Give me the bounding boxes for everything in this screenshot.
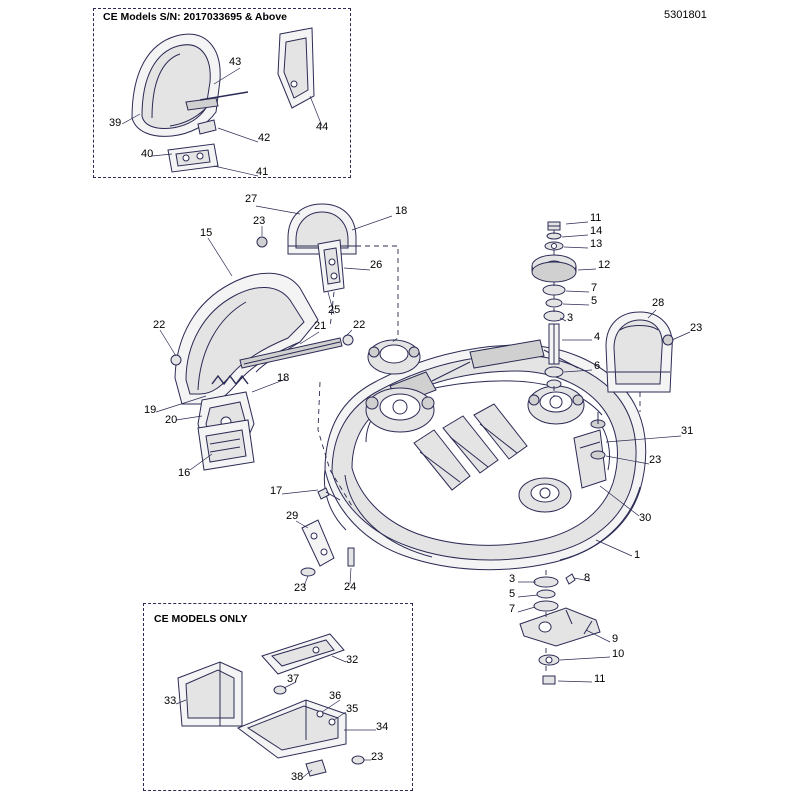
callout-39: 39 — [109, 117, 122, 129]
callout-16: 16 — [178, 467, 191, 479]
callout-22: 22 — [153, 319, 166, 331]
callout-18: 18 — [395, 205, 408, 217]
callout-44: 44 — [316, 121, 329, 133]
callout-38: 38 — [291, 771, 304, 783]
callout-23: 23 — [253, 215, 266, 227]
callout-27: 27 — [245, 193, 258, 205]
callout-23: 23 — [690, 322, 703, 334]
blade-assembly — [520, 574, 600, 684]
callout-6: 6 — [594, 360, 601, 372]
callout-5: 5 — [509, 588, 516, 600]
callout-25: 25 — [328, 304, 341, 316]
callout-9: 9 — [612, 633, 619, 645]
callout-24: 24 — [344, 581, 357, 593]
callout-19: 19 — [144, 404, 157, 416]
callout-3: 3 — [567, 312, 574, 324]
mower-deck-assembly — [324, 340, 645, 570]
callout-34: 34 — [376, 721, 389, 733]
discharge-chute-assembly — [171, 273, 353, 470]
callout-21: 21 — [314, 320, 327, 332]
callout-8: 8 — [584, 572, 591, 584]
callout-31: 31 — [681, 425, 694, 437]
callout-23: 23 — [649, 454, 662, 466]
ce-models-sn-box — [93, 8, 351, 178]
callout-35: 35 — [346, 703, 359, 715]
callout-37: 37 — [287, 673, 300, 685]
callout-36: 36 — [329, 690, 342, 702]
callout-23: 23 — [294, 582, 307, 594]
callout-11: 11 — [594, 673, 606, 685]
callout-43: 43 — [229, 56, 242, 68]
callout-22: 22 — [353, 319, 366, 331]
callout-1: 1 — [634, 549, 641, 561]
callout-42: 42 — [258, 132, 271, 144]
callout-41: 41 — [256, 166, 269, 178]
callout-23: 23 — [371, 751, 384, 763]
callout-7: 7 — [509, 603, 516, 615]
spindle-left — [366, 388, 434, 432]
callout-3: 3 — [509, 573, 516, 585]
callout-28: 28 — [652, 297, 665, 309]
spindle-center — [368, 340, 420, 374]
spindle-lower-right — [519, 478, 571, 512]
callout-11: 11 — [590, 212, 602, 224]
callout-29: 29 — [286, 510, 299, 522]
ce-models-only-box-title: CE MODELS ONLY — [151, 613, 251, 625]
callout-33: 33 — [164, 695, 177, 707]
callout-5: 5 — [591, 295, 598, 307]
callout-30: 30 — [639, 512, 652, 524]
callout-15: 15 — [200, 227, 213, 239]
callout-26: 26 — [370, 259, 383, 271]
callout-10: 10 — [612, 648, 625, 660]
right-belt-cover — [606, 312, 673, 392]
spindle-right — [528, 386, 584, 424]
callout-18: 18 — [277, 372, 290, 384]
callout-20: 20 — [165, 414, 178, 426]
callout-40: 40 — [141, 148, 154, 160]
callout-32: 32 — [346, 654, 359, 666]
callout-13: 13 — [590, 238, 603, 250]
ce-models-sn-box-title: CE Models S/N: 2017033695 & Above — [100, 11, 290, 23]
callout-14: 14 — [590, 225, 603, 237]
document-number: 5301801 — [664, 9, 707, 21]
callout-12: 12 — [598, 259, 611, 271]
callout-7: 7 — [591, 282, 598, 294]
callout-17: 17 — [270, 485, 283, 497]
callout-4: 4 — [594, 331, 601, 343]
